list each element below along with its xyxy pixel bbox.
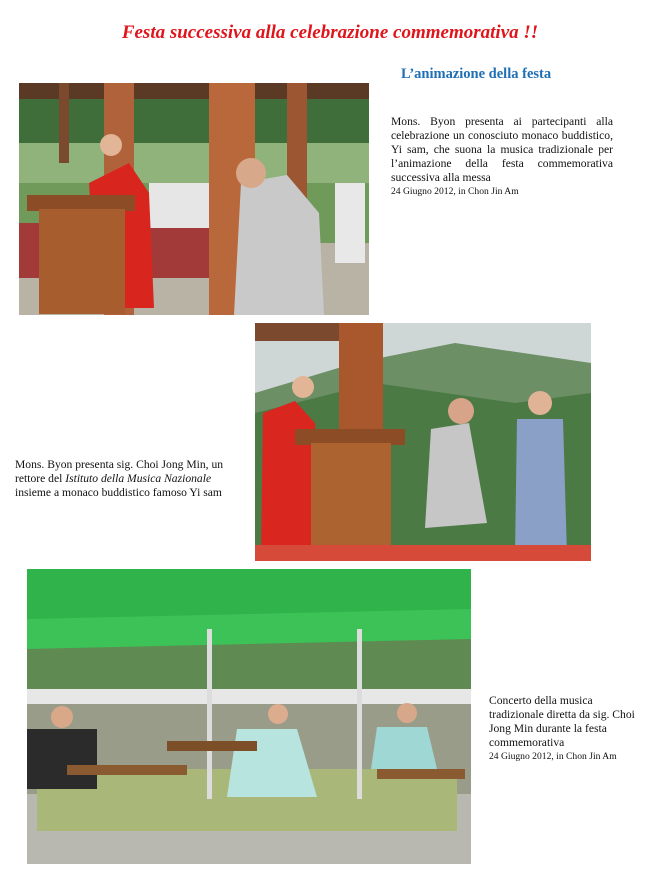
- caption-3-date: 24 Giugno 2012, in Chon Jin Am: [489, 751, 617, 762]
- caption-2-text-after: insieme a monaco buddistico famoso Yi sam: [15, 486, 222, 499]
- section-subtitle: L’animazione della festa: [401, 66, 552, 82]
- photo-stage-presentation: [255, 323, 591, 561]
- caption-1-text: Mons. Byon presenta ai partecipanti alla celebrazione un conosciuto monaco buddistico, Yi sam, che suona la musica tradizionale per l’animazione della festa commemorativa successiva alla messa: [391, 115, 613, 184]
- photo-priest-and-monk: [19, 83, 369, 315]
- caption-2-text-before: Mons. Byon presenta sig. Choi Jong Min, un rettore del: [15, 458, 224, 485]
- caption-2-text-italic: Istituto della Musica Nazionale: [65, 472, 212, 485]
- caption-3-text: Concerto della musica tradizionale diretta da sig. Choi Jong Min durante la festa commemorativa: [489, 694, 635, 749]
- page-title: Festa successiva alla celebrazione commemorativa !!: [121, 22, 539, 43]
- photo-music-concert: [27, 569, 471, 864]
- caption-1: [391, 115, 613, 199]
- caption-1-date: 24 Giugno 2012, in Chon Jin Am: [391, 186, 519, 197]
- caption-2: [15, 458, 240, 500]
- caption-3: [489, 694, 639, 764]
